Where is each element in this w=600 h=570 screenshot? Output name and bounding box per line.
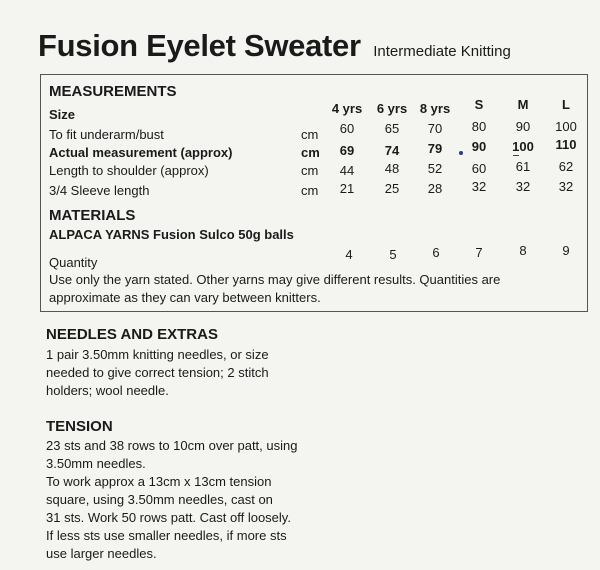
tension-line: use larger needles.: [46, 546, 157, 561]
value-cell: 70: [427, 121, 443, 136]
tension-line: square, using 3.50mm needles, cast on: [46, 492, 273, 507]
value-cell: 44: [339, 163, 355, 178]
needles-text: [46, 346, 269, 400]
materials-heading: MATERIALS: [49, 207, 136, 224]
value-cell: 32: [558, 179, 574, 194]
needles-line: 1 pair 3.50mm knitting needles, or size: [46, 347, 269, 362]
size-header: 4 yrs: [331, 101, 363, 116]
yarn-note: [49, 271, 584, 307]
tension-line: 23 sts and 38 rows to 10cm over patt, using: [46, 438, 298, 453]
value-cell: 110: [555, 137, 577, 152]
title-row: [38, 28, 511, 64]
tension-text: [46, 437, 297, 563]
value-cell: 52: [427, 161, 443, 176]
tension-heading: TENSION: [46, 418, 113, 435]
size-header: 8 yrs: [419, 101, 451, 116]
unit-label: cm: [301, 183, 319, 198]
row-label: Length to shoulder (approx): [49, 163, 209, 178]
needles-heading: NEEDLES AND EXTRAS: [46, 326, 218, 343]
size-header: L: [562, 97, 570, 112]
skill-level: Intermediate Knitting: [373, 43, 511, 60]
value-cell: 32: [515, 179, 531, 194]
value-cell: 79: [427, 141, 443, 156]
quantity-cell: 4: [345, 247, 353, 262]
yarn-note-line: Use only the yarn stated. Other yarns may give different results. Quantities are: [49, 272, 501, 287]
value-cell: 65: [384, 121, 400, 136]
value-cell: 100: [512, 139, 534, 154]
needles-line: holders; wool needle.: [46, 383, 169, 398]
value-cell: 25: [384, 181, 400, 196]
quantity-label: Quantity: [49, 255, 98, 270]
value-cell: 74: [384, 143, 400, 158]
quantity-cell: 8: [519, 243, 527, 258]
row-label: Actual measurement (approx): [49, 145, 233, 160]
needles-line: needed to give correct tension; 2 stitch: [46, 365, 269, 380]
value-cell: 60: [471, 161, 487, 176]
unit-label: cm: [301, 163, 319, 178]
dash-mark: [513, 155, 519, 156]
size-header: 6 yrs: [376, 101, 408, 116]
tension-line: If less sts use smaller needles, if more sts: [46, 528, 287, 543]
pen-mark: [459, 151, 463, 155]
yarn-note-line: approximate as they can vary between knitters.: [49, 290, 321, 305]
value-cell: 62: [558, 159, 574, 174]
unit-label: cm: [301, 145, 320, 160]
measurements-materials-box: [40, 74, 588, 312]
value-cell: 61: [515, 159, 531, 174]
value-cell: 69: [339, 143, 355, 158]
value-cell: 60: [339, 121, 355, 136]
page-title: Fusion Eyelet Sweater: [38, 28, 361, 63]
value-cell: 80: [471, 119, 487, 134]
measurements-heading: MEASUREMENTS: [49, 83, 177, 100]
tension-line: 31 sts. Work 50 rows patt. Cast off loosely.: [46, 510, 291, 525]
size-label: Size: [49, 107, 76, 122]
quantity-cell: 5: [389, 247, 397, 262]
row-label: 3/4 Sleeve length: [49, 183, 150, 198]
size-header: S: [474, 97, 484, 112]
quantity-cell: 9: [562, 243, 570, 258]
tension-line: To work approx a 13cm x 13cm tension: [46, 474, 272, 489]
value-cell: 90: [471, 139, 487, 154]
unit-label: cm: [301, 127, 319, 142]
quantity-cell: 7: [475, 245, 483, 260]
row-label: To fit underarm/bust: [49, 127, 164, 142]
value-cell: 90: [515, 119, 531, 134]
value-cell: 48: [384, 161, 400, 176]
value-cell: 21: [339, 181, 355, 196]
size-header: M: [517, 97, 529, 112]
tension-line: 3.50mm needles.: [46, 456, 146, 471]
value-cell: 28: [427, 181, 443, 196]
value-cell: 32: [471, 179, 487, 194]
yarn-label: ALPACA YARNS Fusion Sulco 50g balls: [49, 227, 294, 242]
value-cell: 100: [555, 119, 577, 134]
quantity-cell: 6: [432, 245, 440, 260]
